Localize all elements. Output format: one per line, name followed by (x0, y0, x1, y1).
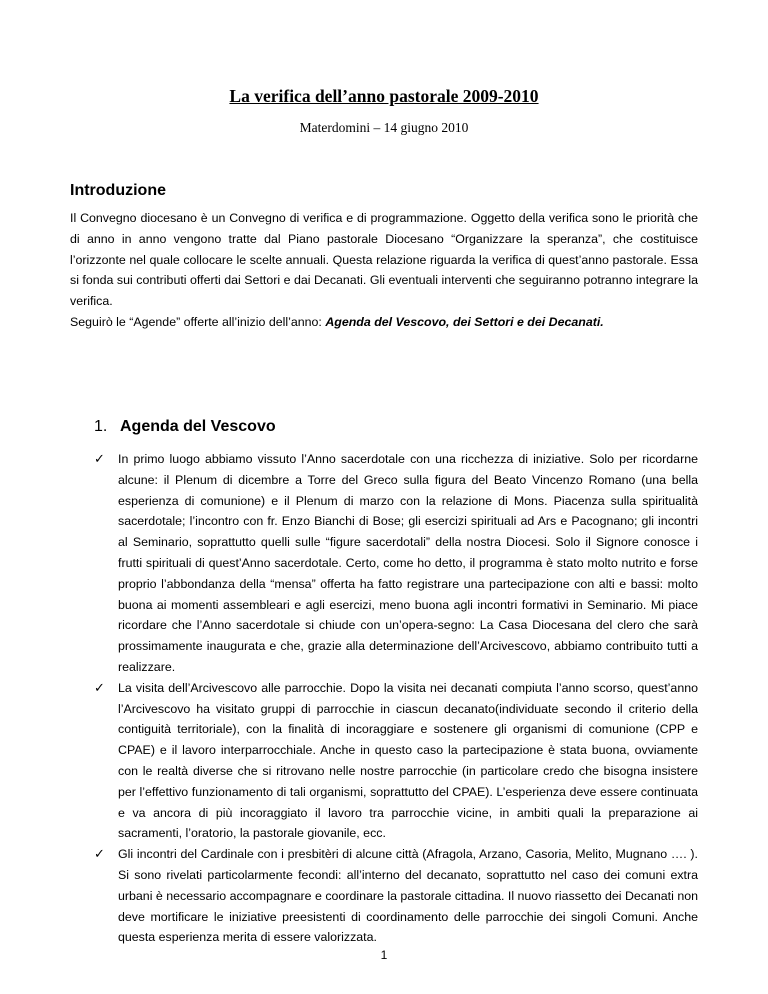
list-item (94, 449, 698, 678)
checkmark-icon: ✓ (94, 846, 105, 862)
intro-section (70, 208, 698, 333)
document-title: La verifica dell’anno pastorale 2009-2010 (229, 86, 539, 106)
section-heading-agenda-vescovo (94, 418, 276, 436)
checkmark-icon: ✓ (94, 679, 105, 695)
bullet-text: In primo luogo abbiamo vissuto l’Anno sacerdotale con una ricchezza di iniziative. Solo per ricordarne alcune: il Plenum di dicembre a Torre del Greco sulla figura del Beato Vincenzo Romano (una bella esperienza di comunione) e il Plenum di marzo con la relazione di Mons. Piacenza sulla spiritualità sacerdotale; l’incontro con fr. Enzo Bianchi di Bose; gli esercizi spirituali ad Ars e Pacognano; gli incontri al Seminario, soprattutto quelli sulle “figure sacerdotali” della nostra Diocesi. Solo il Signore conosce i frutti spirituali di quest’Anno sacerdotale. Certo, come ho detto, il programma è stato molto nutrito e forse proprio l’abbondanza della “mensa” offerta ha fatto registrare una partecipazione con alti e bassi: molto buona ai momenti assembleari e agli esercizi, meno buona agli incontri formativi in Seminario. Mi piace ricordare che l’Anno sacerdotale si chiude con un’opera-segno: La Casa Diocesana del clero che sarà prossimamente inaugurata e che, grazie alla determinazione dell’Arcivescovo, abbiamo contribuito tutti a realizzare. (118, 452, 698, 674)
intro-last-emphasis: Agenda del Vescovo, dei Settori e dei Decanati. (325, 314, 604, 329)
section-title: Agenda del Vescovo (120, 418, 276, 435)
agenda-bullet-list (94, 449, 698, 948)
list-item (94, 678, 698, 844)
intro-paragraph: Il Convegno diocesano è un Convegno di verifica e di programmazione. Oggetto della verifica sono le priorità che di anno in anno vengono tratte dal Piano pastorale Diocesano “Organizzare la speranza”, che costituisce l’orizzonte nel quale collocare le scelte annuali. Questa relazione riguarda la verifica di quest’anno pastorale. Essa si fonda sui contributi offerti dai Settori e dai Decanati. Gli eventuali interventi che seguiranno potranno integrare la verifica. (70, 211, 698, 309)
document-subtitle: Materdomini – 14 giugno 2010 (299, 120, 469, 135)
intro-last-lead: Seguirò le “Agende” offerte all’inizio dell’anno: (70, 314, 326, 329)
page-number: 1 (380, 948, 388, 962)
intro-heading: Introduzione (70, 182, 166, 199)
list-item (94, 844, 698, 948)
bullet-text: La visita dell’Arcivescovo alle parrocchie. Dopo la visita nei decanati compiuta l’anno scorso, quest’anno l’Arcivescovo ha visitato gruppi di parrocchie in ciascun decanato(individuate secondo il criterio della contiguità territoriale), con la finalità di incoraggiare e sostenere gli organismi di comunione (CPP e CPAE) e il lavoro interparrocchiale. Anche in questo caso la partecipazione è stata buona, ovviamente con le realtà diverse che si ritrovano nelle nostre parrocchie (in particolare credo che bisogna insistere per l’effettivo funzionamento di tali organismi, soprattutto del CPAE). L’esperienza deve essere continuata e va ancora di più incoraggiato il lavoro tra parrocchie vicine, in ambiti quali la preparazione ai sacramenti, l’oratorio, la pastorale giovanile, ecc. (118, 680, 698, 841)
intro-last-line (70, 312, 698, 333)
bullet-text: Gli incontri del Cardinale con i presbitèri di alcune città (Afragola, Arzano, Casoria, Melito, Mugnano …. ). Si sono rivelati particolarmente fecondi: all’interno del decanato, soprattutto nel caso dei comuni extra urbani è necessario accompagnare e coordinare la pastorale cittadina. Il nuovo riassetto dei Decanati non deve mortificare le iniziative preesistenti di coordinamento delle parrocchie dei singoli Comuni. Anche questa esperienza merita di essere valorizzata. (118, 847, 698, 945)
section-number: 1. (94, 418, 108, 435)
checkmark-icon: ✓ (94, 451, 105, 466)
